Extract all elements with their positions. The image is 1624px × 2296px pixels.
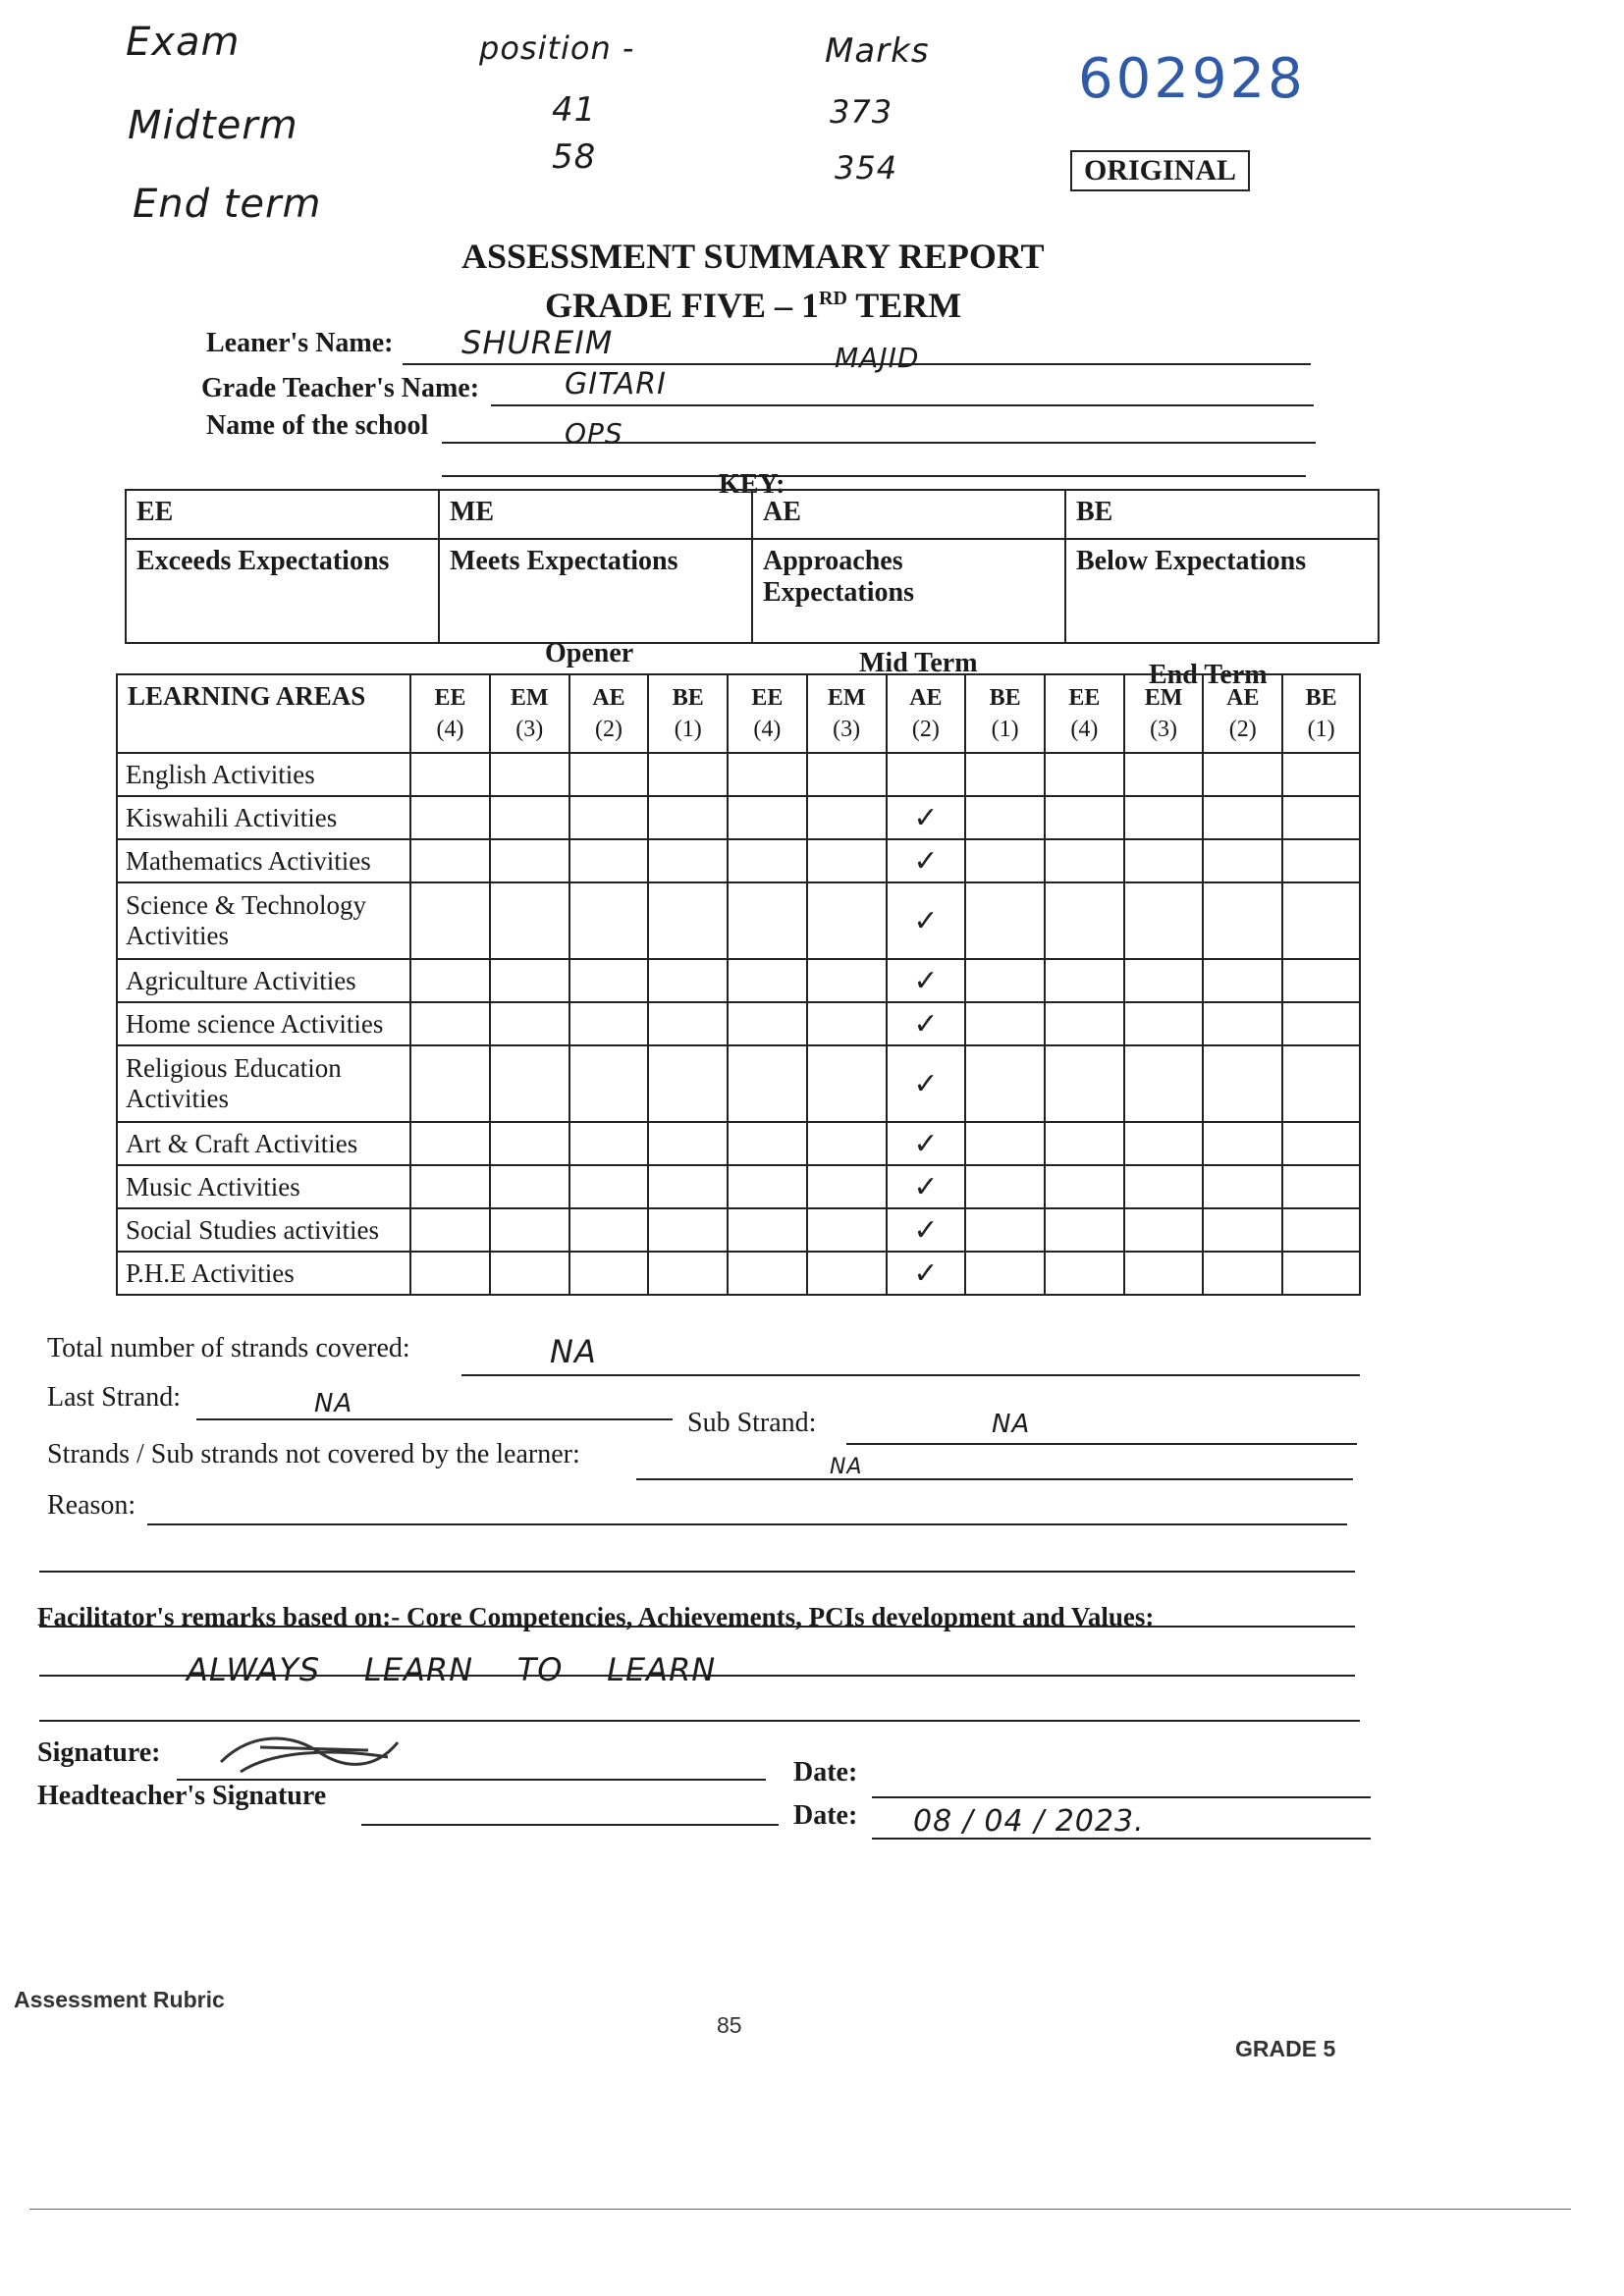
grade-cell-endterm-ee — [1045, 1045, 1124, 1122]
grade-cell-opener-ee — [410, 882, 490, 959]
grade-cell-midterm-em — [807, 1122, 887, 1165]
report-title: ASSESSMENT SUMMARY REPORT — [461, 237, 1045, 276]
grade-cell-opener-ee — [410, 1165, 490, 1208]
grade-cell-endterm-be — [1282, 796, 1360, 839]
teacher-name-label: Grade Teacher's Name: — [201, 373, 480, 403]
grade-cell-opener-be — [648, 882, 728, 959]
remarks-value: ALWAYS LEARN TO LEARN — [187, 1651, 717, 1688]
grade-cell-endterm-ae — [1203, 796, 1282, 839]
key-title: KEY: — [719, 469, 785, 500]
grade-cell-midterm-ae — [887, 1045, 966, 1122]
grade-cell-endterm-ae — [1203, 1208, 1282, 1252]
not-covered-line — [636, 1478, 1353, 1480]
grade-cell-endterm-ee — [1045, 796, 1124, 839]
total-strands-value: NA — [550, 1333, 597, 1370]
level-header-endterm-be — [1282, 674, 1360, 753]
grade-cell-endterm-be — [1282, 959, 1360, 1002]
grade-cell-midterm-be — [965, 959, 1045, 1002]
grade-cell-opener-be — [648, 1208, 728, 1252]
grade-cell-midterm-ae — [887, 796, 966, 839]
key-meaning-row — [126, 539, 1379, 643]
level-code: EE — [1068, 685, 1101, 711]
grade-cell-endterm-em — [1124, 839, 1204, 882]
remarks-label: Facilitator's remarks based on:- Core Competencies, Achievements, PCIs development and Values: — [37, 1602, 1155, 1631]
learner-name-label: Leaner's Name: — [206, 328, 394, 358]
level-header-midterm-em — [807, 674, 887, 753]
headteacher-date-value: 08 / 04 / 2023. — [913, 1804, 1145, 1839]
key-meaning-be: Below Expectations — [1065, 539, 1379, 643]
grade-cell-midterm-em — [807, 753, 887, 796]
remarks-line-2 — [39, 1720, 1360, 1722]
grade-cell-midterm-be — [965, 796, 1045, 839]
table-header-row — [117, 674, 1360, 753]
sub-strand-value: NA — [992, 1410, 1031, 1439]
level-score: (1) — [674, 717, 702, 742]
grade-cell-opener-ae — [569, 839, 649, 882]
grade-cell-midterm-be — [965, 1208, 1045, 1252]
marks-label: Marks — [825, 31, 930, 71]
level-score: (4) — [1070, 717, 1099, 742]
table-row — [117, 1045, 1360, 1122]
reason-line-2 — [39, 1571, 1355, 1573]
grade-cell-opener-ae — [569, 1002, 649, 1045]
grade-cell-endterm-be — [1282, 753, 1360, 796]
midterm-label: Midterm — [128, 103, 298, 148]
grade-cell-midterm-ee — [728, 959, 807, 1002]
grade-cell-opener-ae — [569, 1252, 649, 1295]
grade-cell-midterm-em — [807, 796, 887, 839]
level-score: (2) — [1228, 717, 1257, 742]
grade-cell-midterm-ae — [887, 1208, 966, 1252]
grade-cell-endterm-ee — [1045, 1208, 1124, 1252]
grade-cell-opener-em — [490, 1122, 569, 1165]
grade-cell-endterm-ee — [1045, 1122, 1124, 1165]
document-number: 602928 — [1078, 47, 1306, 111]
table-row — [117, 753, 1360, 796]
signature-date-label: Date: — [793, 1757, 858, 1788]
grade-cell-opener-ae — [569, 796, 649, 839]
level-code: EE — [434, 685, 466, 711]
level-code: AE — [1226, 685, 1260, 711]
level-score: (3) — [515, 717, 544, 742]
key-code-me: ME — [439, 490, 752, 539]
level-header-midterm-ee — [728, 674, 807, 753]
grade-cell-midterm-be — [965, 753, 1045, 796]
grade-cell-opener-ee — [410, 839, 490, 882]
table-row — [117, 882, 1360, 959]
level-code: BE — [672, 685, 704, 711]
level-code: EM — [1144, 685, 1183, 711]
table-row — [117, 1208, 1360, 1252]
table-row — [117, 796, 1360, 839]
grade-cell-opener-ae — [569, 882, 649, 959]
learning-area-cell: Home science Activities — [117, 1002, 410, 1045]
key-code-ee: EE — [126, 490, 439, 539]
last-strand-value: NA — [314, 1389, 353, 1418]
grade-cell-endterm-em — [1124, 1045, 1204, 1122]
key-code-be: BE — [1065, 490, 1379, 539]
level-header-endterm-ae — [1203, 674, 1282, 753]
learning-area-cell: Art & Craft Activities — [117, 1122, 410, 1165]
grade-cell-midterm-be — [965, 1122, 1045, 1165]
grade-cell-midterm-ee — [728, 1208, 807, 1252]
grade-cell-opener-ae — [569, 1122, 649, 1165]
level-header-opener-em — [490, 674, 569, 753]
key-meaning-ae: Approaches Expectations — [752, 539, 1065, 643]
grade-cell-endterm-ee — [1045, 1252, 1124, 1295]
grade-cell-opener-em — [490, 753, 569, 796]
grade-cell-endterm-em — [1124, 796, 1204, 839]
signature-date-line — [872, 1796, 1371, 1798]
grade-cell-midterm-ee — [728, 1045, 807, 1122]
not-covered-value: NA — [830, 1455, 863, 1479]
grade-cell-endterm-be — [1282, 1122, 1360, 1165]
level-header-opener-ee — [410, 674, 490, 753]
grade-cell-opener-be — [648, 796, 728, 839]
grade-cell-opener-ae — [569, 1165, 649, 1208]
grade-cell-opener-ee — [410, 959, 490, 1002]
check-mark-icon: ✓ — [913, 963, 939, 998]
grade-cell-midterm-em — [807, 1045, 887, 1122]
level-header-endterm-ee — [1045, 674, 1124, 753]
footer-right: GRADE 5 — [1235, 2036, 1336, 2061]
grade-cell-midterm-ae — [887, 753, 966, 796]
learning-area-cell: Music Activities — [117, 1165, 410, 1208]
grade-cell-opener-ee — [410, 1002, 490, 1045]
level-score: (4) — [753, 717, 782, 742]
level-score: (3) — [1150, 717, 1178, 742]
level-score: (1) — [991, 717, 1019, 742]
grade-cell-endterm-ae — [1203, 959, 1282, 1002]
grade-cell-endterm-ae — [1203, 882, 1282, 959]
school-name-line-2 — [442, 475, 1306, 477]
learning-area-cell: Science & Technology Activities — [117, 882, 410, 959]
subtitle-suffix: TERM — [846, 286, 962, 325]
level-code: AE — [592, 685, 625, 711]
grade-cell-midterm-ee — [728, 1165, 807, 1208]
level-code: AE — [909, 685, 943, 711]
grade-cell-opener-ae — [569, 959, 649, 1002]
grade-cell-midterm-ee — [728, 1002, 807, 1045]
grade-cell-opener-em — [490, 839, 569, 882]
grade-cell-endterm-em — [1124, 1208, 1204, 1252]
grade-cell-endterm-be — [1282, 1002, 1360, 1045]
grade-cell-endterm-be — [1282, 1208, 1360, 1252]
level-header-endterm-em — [1124, 674, 1204, 753]
headteacher-signature-line — [361, 1824, 779, 1826]
grade-cell-opener-be — [648, 959, 728, 1002]
level-score: (2) — [594, 717, 623, 742]
grade-cell-midterm-be — [965, 1045, 1045, 1122]
grade-cell-opener-ee — [410, 1122, 490, 1165]
level-code: BE — [1305, 685, 1337, 711]
total-strands-label: Total number of strands covered: — [47, 1333, 410, 1363]
grade-cell-midterm-em — [807, 1208, 887, 1252]
grade-cell-midterm-ae — [887, 1002, 966, 1045]
last-strand-label: Last Strand: — [47, 1382, 182, 1413]
level-score: (2) — [911, 717, 940, 742]
period-midterm: Mid Term — [859, 648, 978, 678]
level-header-opener-ae — [569, 674, 649, 753]
level-score: (4) — [436, 717, 464, 742]
learning-area-cell: Mathematics Activities — [117, 839, 410, 882]
level-code: EM — [827, 685, 866, 711]
remarks-line-1 — [39, 1675, 1355, 1677]
footer-rule — [29, 2209, 1571, 2210]
check-mark-icon: ✓ — [913, 903, 939, 938]
endterm-position: 58 — [552, 137, 597, 177]
grade-cell-midterm-be — [965, 839, 1045, 882]
grade-cell-opener-ee — [410, 1208, 490, 1252]
teacher-name-value: GITARI — [565, 367, 667, 401]
midterm-marks: 373 — [830, 93, 893, 131]
grade-cell-endterm-ee — [1045, 839, 1124, 882]
subtitle-sup: RD — [819, 288, 847, 309]
grade-cell-opener-be — [648, 1122, 728, 1165]
key-code-row — [126, 490, 1379, 539]
grade-cell-opener-ae — [569, 753, 649, 796]
check-mark-icon: ✓ — [913, 1212, 939, 1248]
check-mark-icon: ✓ — [913, 843, 939, 879]
total-strands-line — [461, 1374, 1360, 1376]
sub-strand-line — [846, 1443, 1357, 1445]
grade-cell-opener-em — [490, 1002, 569, 1045]
grade-cell-endterm-em — [1124, 1002, 1204, 1045]
signature-label: Signature: — [37, 1737, 161, 1768]
grade-cell-midterm-be — [965, 1002, 1045, 1045]
grade-cell-endterm-ae — [1203, 1002, 1282, 1045]
grade-cell-opener-em — [490, 1165, 569, 1208]
grade-cell-opener-be — [648, 1252, 728, 1295]
grade-cell-midterm-em — [807, 959, 887, 1002]
grade-cell-opener-ae — [569, 1045, 649, 1122]
school-name-label: Name of the school — [206, 410, 429, 441]
learning-area-cell: English Activities — [117, 753, 410, 796]
grade-cell-opener-be — [648, 839, 728, 882]
grade-cell-endterm-ee — [1045, 1002, 1124, 1045]
table-row — [117, 839, 1360, 882]
grade-cell-endterm-ae — [1203, 839, 1282, 882]
grade-cell-midterm-em — [807, 1165, 887, 1208]
key-table — [125, 489, 1380, 644]
level-score: (3) — [833, 717, 861, 742]
grade-cell-midterm-be — [965, 1165, 1045, 1208]
footer-page-number: 85 — [717, 2012, 742, 2038]
grade-cell-midterm-em — [807, 1002, 887, 1045]
sub-strand-label: Sub Strand: — [687, 1408, 817, 1438]
grade-cell-endterm-ee — [1045, 753, 1124, 796]
check-mark-icon: ✓ — [913, 1255, 939, 1291]
subtitle-prefix: GRADE FIVE – 1 — [545, 286, 820, 325]
check-mark-icon: ✓ — [913, 1066, 939, 1101]
grade-cell-opener-be — [648, 753, 728, 796]
table-row — [117, 1165, 1360, 1208]
grade-cell-midterm-ae — [887, 1122, 966, 1165]
grade-cell-endterm-be — [1282, 882, 1360, 959]
level-header-opener-be — [648, 674, 728, 753]
level-score: (1) — [1307, 717, 1335, 742]
endterm-label: End term — [133, 182, 322, 227]
assessment-table — [116, 673, 1361, 1296]
period-opener: Opener — [545, 638, 634, 668]
period-endterm: End Term — [1149, 660, 1268, 690]
grade-cell-endterm-ae — [1203, 1252, 1282, 1295]
learning-area-cell: Agriculture Activities — [117, 959, 410, 1002]
grade-cell-midterm-ee — [728, 753, 807, 796]
grade-cell-endterm-ee — [1045, 1165, 1124, 1208]
learning-area-cell: Social Studies activities — [117, 1208, 410, 1252]
grade-cell-endterm-em — [1124, 882, 1204, 959]
headteacher-date-label: Date: — [793, 1800, 858, 1831]
grade-cell-midterm-em — [807, 1252, 887, 1295]
reason-label: Reason: — [47, 1490, 136, 1521]
grade-cell-endterm-be — [1282, 1165, 1360, 1208]
table-row — [117, 1252, 1360, 1295]
footer-left: Assessment Rubric — [14, 1987, 225, 2012]
position-label: position - — [479, 29, 635, 67]
grade-cell-opener-be — [648, 1002, 728, 1045]
last-strand-line — [196, 1418, 673, 1420]
grade-cell-endterm-ae — [1203, 1165, 1282, 1208]
grade-cell-midterm-ae — [887, 839, 966, 882]
learner-first-name: SHUREIM — [461, 324, 614, 361]
grade-cell-midterm-ee — [728, 1252, 807, 1295]
table-row — [117, 1122, 1360, 1165]
endterm-marks: 354 — [835, 149, 898, 187]
reason-line-1 — [147, 1523, 1347, 1525]
grade-cell-opener-ee — [410, 796, 490, 839]
grade-cell-midterm-ee — [728, 839, 807, 882]
grade-cell-endterm-ae — [1203, 753, 1282, 796]
grade-cell-endterm-em — [1124, 1165, 1204, 1208]
check-mark-icon: ✓ — [913, 800, 939, 835]
check-mark-icon: ✓ — [913, 1126, 939, 1161]
grade-cell-midterm-ee — [728, 882, 807, 959]
grade-cell-endterm-ee — [1045, 959, 1124, 1002]
grade-cell-opener-em — [490, 1045, 569, 1122]
learner-last-name: MAJID — [835, 342, 920, 374]
grade-cell-midterm-ae — [887, 959, 966, 1002]
level-code: EM — [510, 685, 549, 711]
grade-cell-opener-em — [490, 1208, 569, 1252]
learning-area-cell: Kiswahili Activities — [117, 796, 410, 839]
grade-cell-opener-em — [490, 1252, 569, 1295]
grade-cell-midterm-be — [965, 1252, 1045, 1295]
learning-area-cell: P.H.E Activities — [117, 1252, 410, 1295]
grade-cell-endterm-ae — [1203, 1045, 1282, 1122]
midterm-position: 41 — [552, 90, 597, 130]
level-code: EE — [751, 685, 784, 711]
report-subtitle — [545, 285, 961, 326]
check-mark-icon: ✓ — [913, 1006, 939, 1041]
grade-cell-endterm-ae — [1203, 1122, 1282, 1165]
grade-cell-midterm-ee — [728, 1122, 807, 1165]
headteacher-signature-label: Headteacher's Signature — [37, 1781, 327, 1811]
grade-cell-opener-em — [490, 959, 569, 1002]
level-code: BE — [989, 685, 1021, 711]
grade-cell-midterm-ee — [728, 796, 807, 839]
grade-cell-midterm-ae — [887, 882, 966, 959]
key-code-ae: AE — [752, 490, 1065, 539]
table-row — [117, 959, 1360, 1002]
grade-cell-opener-ee — [410, 1252, 490, 1295]
level-header-midterm-be — [965, 674, 1045, 753]
teacher-name-line — [491, 404, 1314, 406]
school-name-value: OPS — [565, 417, 623, 450]
grade-cell-midterm-em — [807, 882, 887, 959]
grade-cell-endterm-em — [1124, 753, 1204, 796]
grade-cell-opener-ae — [569, 1208, 649, 1252]
grade-cell-opener-em — [490, 882, 569, 959]
grade-cell-opener-em — [490, 796, 569, 839]
not-covered-label: Strands / Sub strands not covered by the learner: — [47, 1439, 580, 1469]
grade-cell-opener-ee — [410, 753, 490, 796]
grade-cell-midterm-ae — [887, 1165, 966, 1208]
table-row — [117, 1002, 1360, 1045]
check-mark-icon: ✓ — [913, 1169, 939, 1204]
grade-cell-opener-be — [648, 1165, 728, 1208]
key-meaning-ee: Exceeds Expectations — [126, 539, 439, 643]
learning-area-cell: Religious Education Activities — [117, 1045, 410, 1122]
original-stamp: ORIGINAL — [1070, 150, 1250, 191]
grade-cell-endterm-em — [1124, 1122, 1204, 1165]
grade-cell-endterm-em — [1124, 959, 1204, 1002]
learning-areas-header: LEARNING AREAS — [117, 674, 410, 753]
grade-cell-opener-be — [648, 1045, 728, 1122]
level-header-midterm-ae — [887, 674, 966, 753]
grade-cell-midterm-ae — [887, 1252, 966, 1295]
grade-cell-endterm-be — [1282, 839, 1360, 882]
grade-cell-opener-ee — [410, 1045, 490, 1122]
exam-label: Exam — [126, 20, 241, 65]
grade-cell-endterm-be — [1282, 1045, 1360, 1122]
grade-cell-endterm-em — [1124, 1252, 1204, 1295]
grade-cell-midterm-em — [807, 839, 887, 882]
grade-cell-endterm-be — [1282, 1252, 1360, 1295]
grade-cell-midterm-be — [965, 882, 1045, 959]
grade-cell-endterm-ee — [1045, 882, 1124, 959]
key-meaning-me: Meets Expectations — [439, 539, 752, 643]
